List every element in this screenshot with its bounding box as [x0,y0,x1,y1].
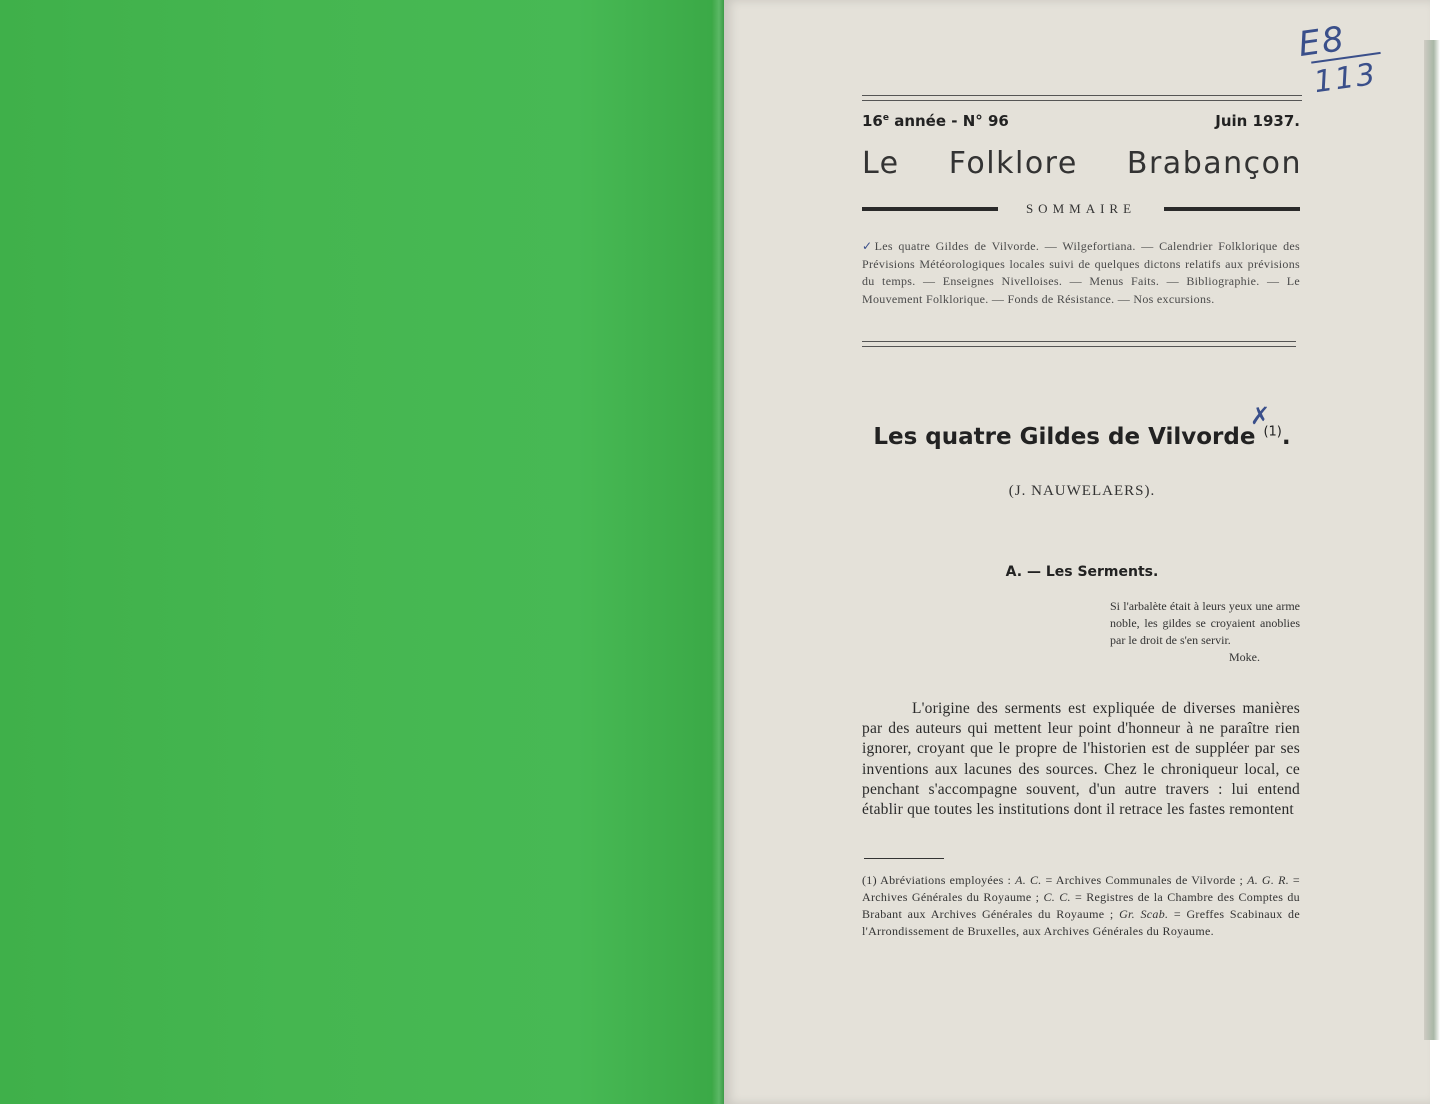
handwritten-catalog-note [1296,13,1408,116]
section-rule-1 [862,341,1296,342]
table-of-contents: ✓Les quatre Gildes de Vilvorde. — Wilgefortiana. — Calendrier Folklorique des Prévisions Météorologiques locales suivi de quelques dictons relatifs aux prévisions du temps. — Enseignes Nivelloises. — Menus Faits. — Bibliographie. — Le Mouvement Folklorique. — Fonds de Résistance. — Nos excursions. [862,239,1300,306]
pencil-checkmark-icon: ✓ [862,239,875,253]
journal-title: Le Folklore Brabançon [862,146,1302,181]
article-body: L'origine des serments est expliquée de diverses manières par des auteurs qui mettent leur point d'honneur à ne paraître rien ignorer, croyant que le propre de l'historien est de suppléer par ses inventions aux lacunes des sources. Chez le chroniqueur local, ce penchant s'accompagne souvent, d'un autre travers : lui entend établir que toutes les institutions dont il retrace les fastes remontent [862,700,1300,819]
footnote-ref: (1) [1263,424,1282,440]
pencil-cross-icon: ✗ [1250,402,1271,430]
article-title: Les quatre Gildes de Vilvorde $^{(1)}$. [873,424,1291,450]
footnote: (1) Abréviations employées : A. C. = Archives Communales de Vilvorde ; A. G. R. = Archives Générales du Royaume ; C. C. = Registres de la Chambre des Comptes du Brabant aux Archives Générales du Royaume ; Gr. Scab. = Greffes Scabinaux de l'Arrondissement de Bruxelles, aux Archives Générales du Royaume. [862,873,1300,938]
issue-number: 16e année - N° 96 [862,112,1009,130]
sommaire-bar-left [862,207,998,211]
epigraph-author: Moke. [1229,650,1260,664]
footnote-rule [864,858,944,859]
sommaire-label: SOMMAIRE [1025,201,1137,216]
epigraph [1110,598,1300,666]
handwritten-line2: 113 [1311,52,1386,101]
top-rule-1 [862,95,1302,96]
section-heading: A. — Les Serments. [1005,564,1159,580]
issue-header [862,112,1300,130]
handwritten-line1: E8 [1295,18,1349,66]
sommaire-heading [862,201,1300,217]
issue-date: Juin 1937. [1215,112,1300,130]
top-rule-2 [862,100,1302,101]
article-author: (J. NAUWELAERS). [1008,483,1156,499]
epigraph-quote: Si l'arbalète était à leurs yeux une arme noble, les gildes se croyaient anoblies par le droit de s'en servir. [1110,599,1300,647]
section-rule-2 [862,346,1296,347]
page-stack-edge [1424,40,1440,1040]
sommaire-bar-right [1164,207,1300,211]
